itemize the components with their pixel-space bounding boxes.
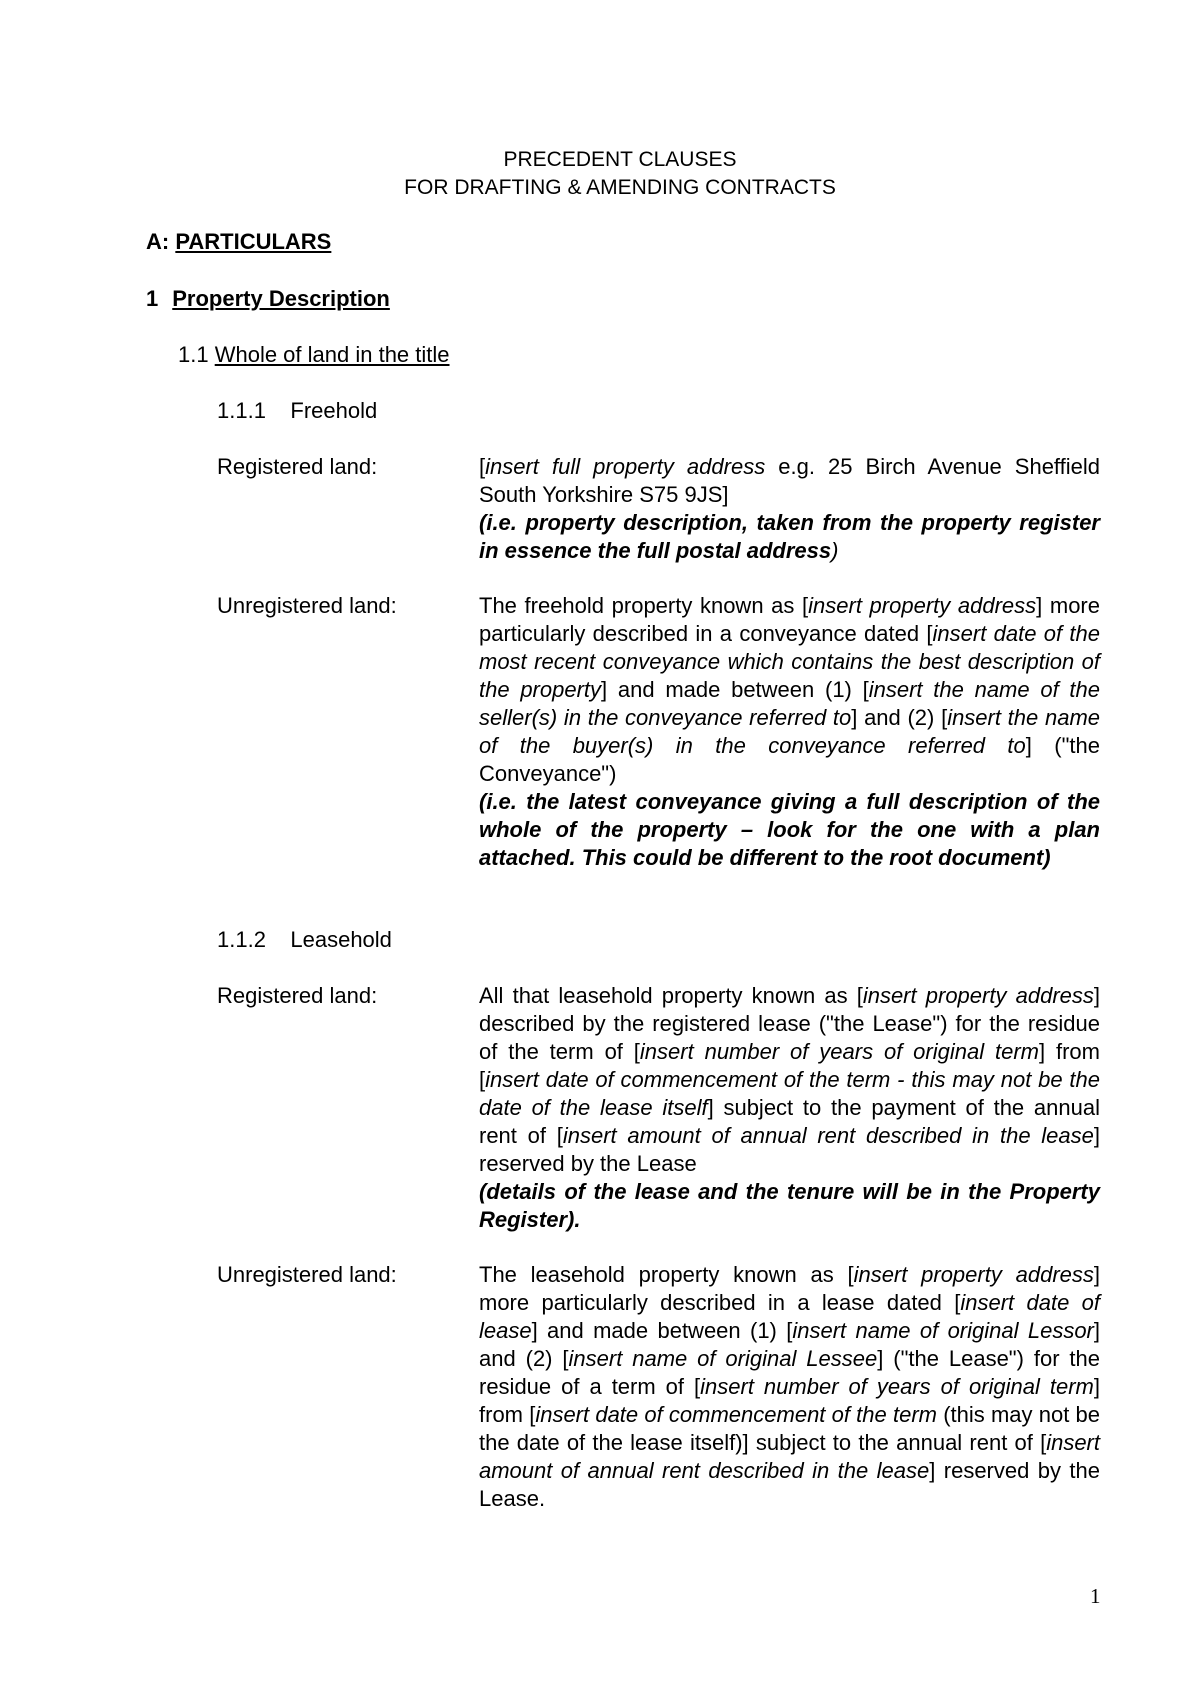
freehold-unregistered-label: Unregistered land: xyxy=(217,593,397,618)
text-run: ) xyxy=(831,538,839,563)
freehold-registered-text xyxy=(479,453,1100,565)
text-run: ] and (2) [ xyxy=(479,1318,1101,1371)
placeholder-text: insert number of years of original term xyxy=(639,1039,1039,1064)
placeholder-text: insert date of lease xyxy=(479,1290,1100,1343)
guidance-note: (details of the lease and the tenure will be in the Property Register). xyxy=(479,1179,1100,1232)
placeholder-text: insert property address xyxy=(808,593,1037,618)
leasehold-unregistered-text xyxy=(479,1261,1100,1513)
freehold-registered-label: Registered land: xyxy=(217,454,378,479)
text-run: ] reserved by the Lease xyxy=(479,1123,1101,1176)
placeholder-text: insert amount of annual rent described in the lease xyxy=(479,1430,1100,1483)
placeholder-text: insert property address xyxy=(853,1262,1094,1287)
heading-1-1 xyxy=(178,341,450,369)
heading-1-1-2: 1.1.2 Leasehold xyxy=(217,927,392,952)
heading-1-1-1: 1.1.1 Freehold xyxy=(217,398,378,423)
text-run: ] reserved by the Lease. xyxy=(479,1458,1100,1511)
text-run: ] described by the registered lease ("the Lease") for the residue of the term of [ xyxy=(479,983,1101,1064)
text-run: e.g. 25 Birch Avenue Sheffield South Yorkshire S75 9JS] xyxy=(479,454,1101,507)
text-run: ] and made between (1) [ xyxy=(601,677,869,702)
text-run: [ xyxy=(479,454,486,479)
leasehold-registered-text xyxy=(479,982,1100,1234)
section-a-heading xyxy=(146,228,331,256)
heading-1-label: Property Description xyxy=(172,286,390,311)
heading-1-number: 1 xyxy=(146,286,159,311)
title-line-1: PRECEDENT CLAUSES xyxy=(503,148,737,171)
title-line-2: FOR DRAFTING & AMENDING CONTRACTS xyxy=(404,176,836,199)
section-a-label: PARTICULARS xyxy=(175,229,332,254)
placeholder-text: insert date of commencement of the term xyxy=(535,1402,937,1427)
text-run: ] and made between (1) [ xyxy=(531,1318,793,1343)
guidance-note: (i.e. the latest conveyance giving a full description of the whole of the property – look for the one with a plan attached. This could be different to the root document) xyxy=(479,789,1100,870)
text-run: The freehold property known as [ xyxy=(479,593,809,618)
placeholder-text: insert date of commencement of the term - this may not be the date of the lease itself xyxy=(479,1067,1100,1120)
placeholder-text: insert name of original Lessor xyxy=(792,1318,1094,1343)
text-run: ] from [ xyxy=(479,1039,1100,1092)
text-run: ] ("the Lease") for the residue of a term of [ xyxy=(479,1346,1101,1399)
placeholder-text: insert name of original Lessee xyxy=(568,1346,878,1371)
placeholder-text: insert number of years of original term xyxy=(700,1374,1094,1399)
page-number: 1 xyxy=(1090,1584,1101,1608)
heading-1-1-label: Whole of land in the title xyxy=(214,342,450,367)
text-run: ] from [ xyxy=(479,1374,1100,1427)
text-run: All that leasehold property known as [ xyxy=(479,983,863,1008)
text-run: The leasehold property known as [ xyxy=(479,1262,854,1287)
section-a-prefix: A: xyxy=(146,229,176,254)
heading-1 xyxy=(146,285,390,313)
freehold-unregistered-text xyxy=(479,592,1100,872)
placeholder-text: insert full property address xyxy=(485,454,766,479)
leasehold-unregistered-label: Unregistered land: xyxy=(217,1262,397,1287)
text-run: (this may not be the date of the lease itself)] subject to the annual rent of [ xyxy=(479,1402,1100,1455)
placeholder-text: insert property address xyxy=(862,983,1094,1008)
text-run: ] subject to the payment of the annual rent of [ xyxy=(479,1095,1100,1148)
text-run: ] more particularly described in a conveyance dated [ xyxy=(479,593,1100,646)
heading-1-1-number: 1.1 xyxy=(178,342,215,367)
text-run: ] ("the Conveyance") xyxy=(479,733,1100,786)
guidance-note: (i.e. property description, taken from the property register in essence the full postal address xyxy=(479,510,1100,563)
placeholder-text: insert the name of the buyer(s) in the conveyance referred to xyxy=(479,705,1101,758)
leasehold-registered-label: Registered land: xyxy=(217,983,378,1008)
placeholder-text: insert amount of annual rent described in the lease xyxy=(562,1123,1094,1148)
text-run: ] and (2) [ xyxy=(851,705,948,730)
placeholder-text: insert date of the most recent conveyance which contains the best description of the property xyxy=(479,621,1100,702)
text-run: ] more particularly described in a lease dated [ xyxy=(479,1262,1101,1315)
placeholder-text: insert the name of the seller(s) in the conveyance referred to xyxy=(479,677,1101,730)
document-title xyxy=(0,146,1200,202)
